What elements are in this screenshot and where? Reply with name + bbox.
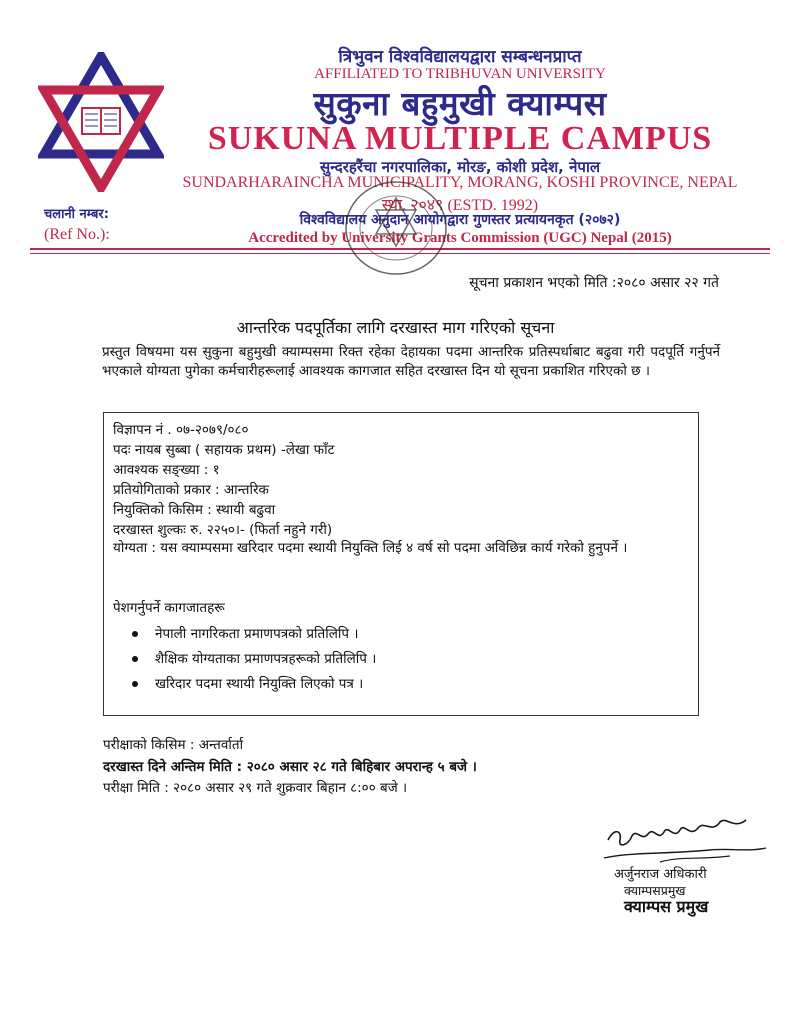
publish-date: सूचना प्रकाशन भएको मिति :२०८० असार २२ गते xyxy=(469,275,719,291)
campus-name-english: SUKUNA MULTIPLE CAMPUS xyxy=(207,120,713,157)
qualification: योग्यता : यस क्याम्पसमा खरिदार पदमा स्थायी नियुक्ति लिई ४ वर्ष सो पदमा अविछिन्न कार्य गरेको हुनुपर्ने । xyxy=(113,540,628,556)
bullet-icon xyxy=(132,656,138,662)
application-fee: दरखास्त शुल्कः रु. २२५०।- (फिर्ता नहुने गरी) xyxy=(113,522,333,538)
bullet-icon xyxy=(132,631,138,637)
address-nepali: सुन्दरहरैंचा नगरपालिका, मोरङ, कोशी प्रदेश, नेपाल xyxy=(320,158,600,176)
required-count: आवश्यक सङ्ख्या : १ xyxy=(113,462,220,478)
accreditation-nepali: विश्वविद्यालय अनुदान आयोगद्वारा गुणस्तर प्रत्यायनकृत (२०७२) xyxy=(299,212,621,228)
appointment-type: नियुक्तिको किसिम : स्थायी बढुवा xyxy=(113,502,276,518)
chalani-label: चलानी नम्बर: xyxy=(44,207,109,222)
campus-name-nepali: सुकुना बहुमुखी क्याम्पस xyxy=(313,84,607,123)
document-item: शैक्षिक योग्यताका प्रमाणपत्रहरूको प्रतिलिपि । xyxy=(155,651,377,667)
post-name: पदः नायब सुब्बा ( सहायक प्रथम) -लेखा फाँट xyxy=(113,442,335,458)
affiliation-nepali: त्रिभुवन विश्वविद्यालयद्वारा सम्बन्धनप्राप्त xyxy=(338,47,582,67)
competition-type: प्रतियोगिताको प्रकार : आन्तरिक xyxy=(113,482,269,498)
signatory-name: अर्जुनराज अधिकारी xyxy=(614,867,707,882)
application-deadline: दरखास्त दिने अन्तिम मिति : २०८० असार २८ गते बिहिबार अपरान्ह ५ बजे । xyxy=(103,759,477,775)
document-item: खरिदार पदमा स्थायी नियुक्ति लिएको पत्र । xyxy=(155,676,364,692)
notice-intro: प्रस्तुत विषयमा यस सुकुना बहुमुखी क्याम्पसमा रिक्त रहेका देहायका पदमा आन्तरिक प्रतिस्पर्धाबाट बढुवा गरी पदपूर्ति गर्नुपर्ने भएकाले योग्यता पुगेका कर्मचारीहरूलाई आवश्यक कागजात सहित दरखास्त दिन यो सूचना प्रकाशित गरिएको छ । xyxy=(102,344,720,379)
accreditation-english: Accredited by University Grants Commission (UGC) Nepal (2015) xyxy=(248,230,672,246)
bullet-icon xyxy=(132,681,138,687)
established-year: स्था. २०४९ (ESTD. 1992) xyxy=(381,197,539,214)
signature-icon xyxy=(600,812,770,872)
address-english: SUNDARHARAINCHA MUNICIPALITY, MORANG, KOSHI PROVINCE, NEPAL xyxy=(182,174,738,191)
exam-date: परीक्षा मिति : २०८० असार २९ गते शुक्रवार बिहान ८:०० बजे । xyxy=(103,780,408,796)
signatory-stamp: क्याम्पस प्रमुख xyxy=(624,897,709,916)
ref-no-label: (Ref No.): xyxy=(44,226,110,243)
campus-logo-icon xyxy=(38,52,164,192)
affiliation-english: AFFILIATED TO TRIBHUVAN UNIVERSITY xyxy=(314,66,606,82)
signatory-title: क्याम्पसप्रमुख xyxy=(624,883,686,898)
ad-number: विज्ञापन नं . ०७-२०७९/०८० xyxy=(113,422,249,438)
exam-type: परीक्षाको किसिम : अन्तर्वार्ता xyxy=(103,737,244,753)
documents-heading: पेशगर्नुपर्ने कागजातहरू xyxy=(113,600,225,616)
notice-title: आन्तरिक पदपूर्तिका लागि दरखास्त माग गरिएको सूचना xyxy=(236,318,555,337)
document-item: नेपाली नागरिकता प्रमाणपत्रको प्रतिलिपि । xyxy=(155,626,359,642)
office-stamp-icon xyxy=(340,176,452,280)
